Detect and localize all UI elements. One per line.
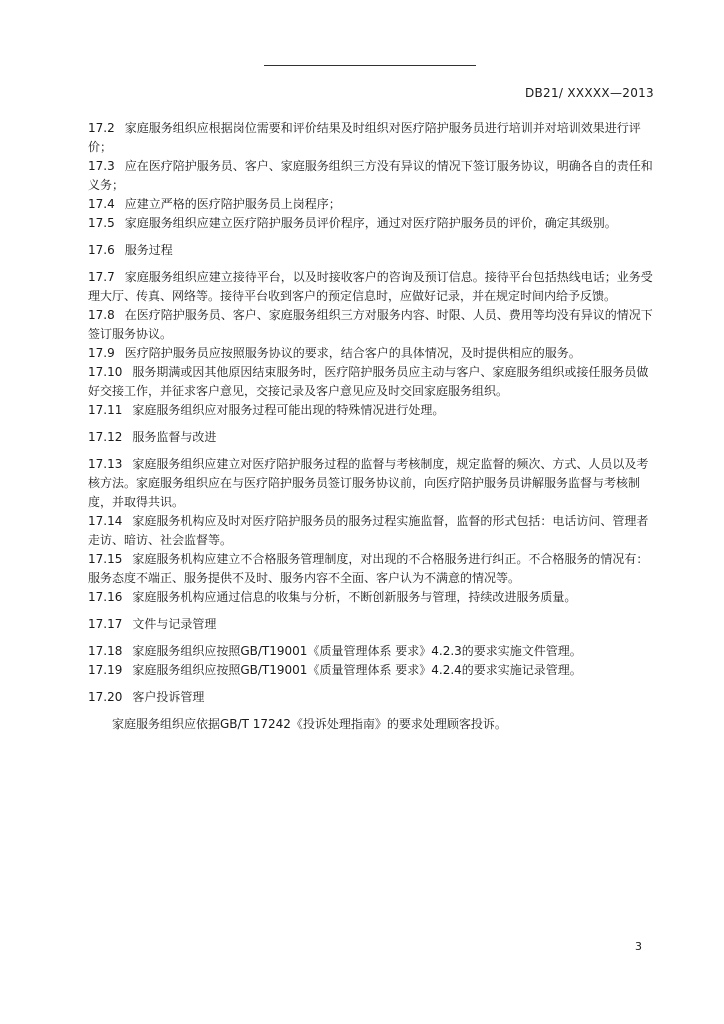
section-heading: [88, 241, 658, 260]
clause-number: 17.5: [88, 216, 115, 230]
clause-paragraph: [88, 157, 658, 195]
clause-number: 17.8: [88, 308, 115, 322]
clause-paragraph: [88, 214, 658, 233]
clause-number: 17.19: [88, 663, 123, 677]
clause-number: 17.16: [88, 590, 123, 604]
clause-text: 客户投诉管理: [132, 690, 205, 704]
clause-paragraph: [88, 642, 658, 661]
clause-text: 服务监督与改进: [132, 430, 217, 444]
clause-paragraph: [88, 455, 658, 512]
clause-text: 家庭服务组织应建立对医疗陪护服务过程的监督与考核制度，规定监督的频次、方式、人员以及考核方法。家庭服务组织应在与医疗陪护服务员签订服务协议前，向医疗陪护服务员讲解服务监督与考核制度，并取得共识。: [88, 457, 649, 509]
clause-text: 应建立严格的医疗陪护服务员上岗程序；: [124, 197, 341, 211]
clause-number: 17.20: [88, 690, 123, 704]
clause-text: 家庭服务组织应建立接待平台，以及时接收客户的咨询及预订信息。接待平台包括热线电话；业务受理大厅、传真、网络等。接待平台收到客户的预定信息时，应做好记录，并在规定时间内给予反馈。: [88, 270, 653, 303]
clause-number: 17.11: [88, 403, 123, 417]
clause-text: 应在医疗陪护服务员、客户、家庭服务组织三方没有异议的情况下签订服务协议，明确各自的责任和义务；: [88, 159, 653, 192]
header-rule: [264, 65, 476, 66]
clause-paragraph: [88, 119, 658, 157]
clause-number: 17.10: [88, 365, 123, 379]
clause-text: 文件与记录管理: [132, 617, 217, 631]
clause-text: 家庭服务组织应根据岗位需要和评价结果及时组织对医疗陪护服务员进行培训并对培训效果进行评价；: [88, 121, 641, 154]
section-heading: [88, 688, 658, 707]
clause-text: 家庭服务机构应建立不合格服务管理制度，对出现的不合格服务进行纠正。不合格服务的情况有：服务态度不端正、服务提供不及时、服务内容不全面、客户认为不满意的情况等。: [88, 552, 649, 585]
page-number: 3: [635, 940, 642, 953]
clause-text: 家庭服务组织应依据GB/T 17242《投诉处理指南》的要求处理顾客投诉。: [112, 717, 507, 731]
clause-number: 17.18: [88, 644, 123, 658]
clause-paragraph: [88, 363, 658, 401]
clause-text: 家庭服务组织应按照GB/T19001《质量管理体系 要求》4.2.3的要求实施文件管理。: [132, 644, 582, 658]
clause-paragraph: [88, 268, 658, 306]
clause-text: 家庭服务组织应建立医疗陪护服务员评价程序，通过对医疗陪护服务员的评价，确定其级别。: [124, 216, 617, 230]
clause-number: 17.3: [88, 159, 115, 173]
clause-number: 17.6: [88, 243, 115, 257]
clause-text: 家庭服务机构应通过信息的收集与分析，不断创新服务与管理，持续改进服务质量。: [132, 590, 577, 604]
clause-number: 17.12: [88, 430, 123, 444]
document-body: [88, 119, 658, 734]
clause-number: 17.2: [88, 121, 115, 135]
clause-paragraph: [88, 195, 658, 214]
clause-text: 服务期满或因其他原因结束服务时，医疗陪护服务员应主动与客户、家庭服务组织或接任服务员做好交接工作，并征求客户意见，交接记录及客户意见应及时交回家庭服务组织。: [88, 365, 649, 398]
clause-text: 家庭服务组织应按照GB/T19001《质量管理体系 要求》4.2.4的要求实施记录管理。: [132, 663, 582, 677]
clause-paragraph: [88, 344, 658, 363]
clause-text: 医疗陪护服务员应按照服务协议的要求，结合客户的具体情况，及时提供相应的服务。: [124, 346, 581, 360]
clause-paragraph: [88, 588, 658, 607]
clause-paragraph: [88, 306, 658, 344]
clause-number: 17.17: [88, 617, 123, 631]
clause-text: 服务过程: [124, 243, 173, 257]
clause-paragraph: [88, 550, 658, 588]
clause-text: 在医疗陪护服务员、客户、家庭服务组织三方对服务内容、时限、人员、费用等均没有异议的情况下签订服务协议。: [88, 308, 653, 341]
clause-paragraph: [88, 715, 658, 734]
clause-number: 17.14: [88, 514, 123, 528]
document-code: DB21/ XXXXX—2013: [524, 86, 654, 100]
clause-paragraph: [88, 661, 658, 680]
clause-paragraph: [88, 512, 658, 550]
section-heading: [88, 428, 658, 447]
clause-number: 17.13: [88, 457, 123, 471]
clause-number: 17.15: [88, 552, 123, 566]
clause-number: 17.7: [88, 270, 115, 284]
clause-paragraph: [88, 401, 658, 420]
clause-number: 17.4: [88, 197, 115, 211]
section-heading: [88, 615, 658, 634]
clause-text: 家庭服务组织应对服务过程可能出现的特殊情况进行处理。: [132, 403, 445, 417]
clause-text: 家庭服务机构应及时对医疗陪护服务员的服务过程实施监督，监督的形式包括：电话访问、管理者走访、暗访、社会监督等。: [88, 514, 649, 547]
clause-number: 17.9: [88, 346, 115, 360]
